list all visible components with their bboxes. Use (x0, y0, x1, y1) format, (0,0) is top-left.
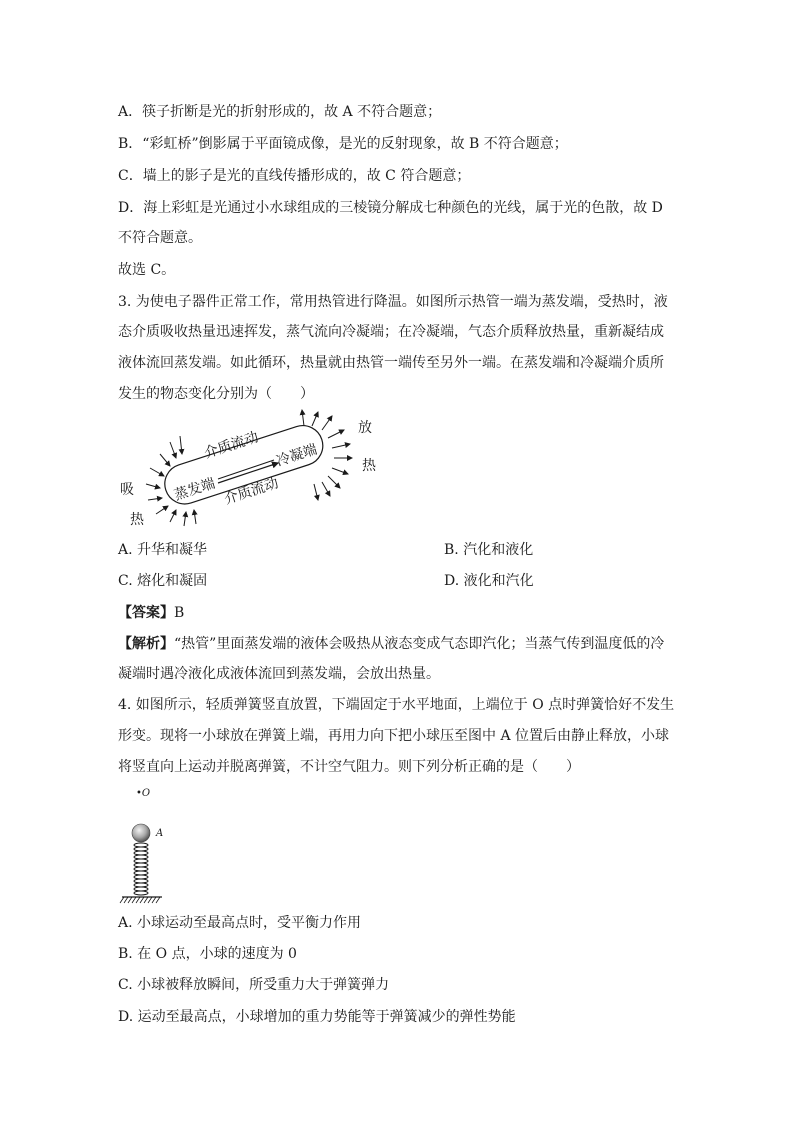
label-point-o: •O (136, 788, 151, 799)
q4-stem-line3: 将竖直向上运动并脱离弹簧，不计空气阻力。则下列分析正确的是（ ） (118, 759, 580, 775)
q4-stem-line2: 形变。现将一小球放在弹簧上端，再用力向下把小球压至图中 A 位置后由静止释放，小球 (118, 728, 670, 744)
label-point-a: A (156, 828, 164, 839)
label-release-2: 热 (362, 458, 376, 474)
q3-option-b: B. 汽化和液化 (444, 542, 534, 558)
q3-option-d: D. 液化和汽化 (444, 573, 534, 589)
label-condensation-end: 冷凝端 (274, 441, 320, 470)
analysis-tag: 【解析】 (118, 636, 174, 652)
label-absorb-1: 吸 (120, 482, 134, 498)
q3-option-c: C. 熔化和凝固 (118, 573, 208, 589)
answer-tag: 【答案】 (118, 605, 174, 621)
q2-conclusion: 故选 C。 (118, 262, 176, 278)
q3-stem-line1: 3. 为使电子器件正常工作，常用热管进行降温。如图所示热管一端为蒸发端，受热时，液 (118, 294, 668, 310)
label-evaporation-end: 蒸发端 (172, 475, 218, 504)
q4-option-b: B. 在 O 点，小球的速度为 0 (118, 946, 297, 962)
answer-value: B (174, 605, 185, 621)
q4-option-c: C. 小球被释放瞬间，所受重力大于弹簧弹力 (118, 977, 390, 993)
q2-explanation-d-line1: D．海上彩虹是光通过小水球组成的三棱镜分解成七种颜色的光线，属于光的色散，故 D (118, 200, 663, 216)
label-absorb-2: 热 (130, 512, 144, 528)
q3-stem-line4: 发生的物态变化分别为（ ） (118, 386, 314, 402)
q3-stem-line2: 态介质吸收热量迅速挥发，蒸气流向冷凝端；在冷凝端，气态介质释放热量，重新凝结成 (118, 324, 664, 340)
q4-option-d: D. 运动至最高点，小球增加的重力势能等于弹簧减少的弹性势能 (118, 1009, 516, 1025)
q2-explanation-a: A．筷子折断是光的折射形成的，故 A 不符合题意； (118, 104, 442, 120)
q3-analysis-line2: 凝端时遇冷液化成液体流回到蒸发端，会放出热量。 (118, 666, 440, 682)
label-flow-bottom: 介质流动 (222, 475, 281, 508)
q4-stem-line1: 4. 如图所示，轻质弹簧竖直放置，下端固定于水平地面，上端位于 O 点时弹簧恰好不发生 (118, 697, 675, 713)
ball (132, 824, 150, 842)
ground-hatch (120, 897, 160, 903)
q3-stem-line3: 液体流回蒸发端。如此循环，热量就由热管一端传至另外一端。在蒸发端和冷凝端介质所 (118, 355, 664, 371)
label-flow-top: 介质流动 (202, 429, 261, 462)
q2-explanation-d-line2: 不符合题意。 (118, 230, 202, 246)
q2-explanation-c: C．墙上的影子是光的直线传播形成的，故 C 符合题意； (118, 168, 471, 184)
q2-explanation-b: B．“彩虹桥”倒影属于平面镜成像，是光的反射现象，故 B 不符合题意； (118, 136, 568, 152)
q4-option-a: A. 小球运动至最高点时，受平衡力作用 (118, 915, 362, 931)
q3-option-a: A. 升华和凝华 (118, 542, 208, 558)
label-release-1: 放 (358, 420, 372, 436)
spring-coils (134, 843, 148, 895)
analysis-text-1: “热管”里面蒸发端的液体会吸热从液态变成气态即汽化；当蒸气传到温度低的冷 (174, 636, 665, 652)
